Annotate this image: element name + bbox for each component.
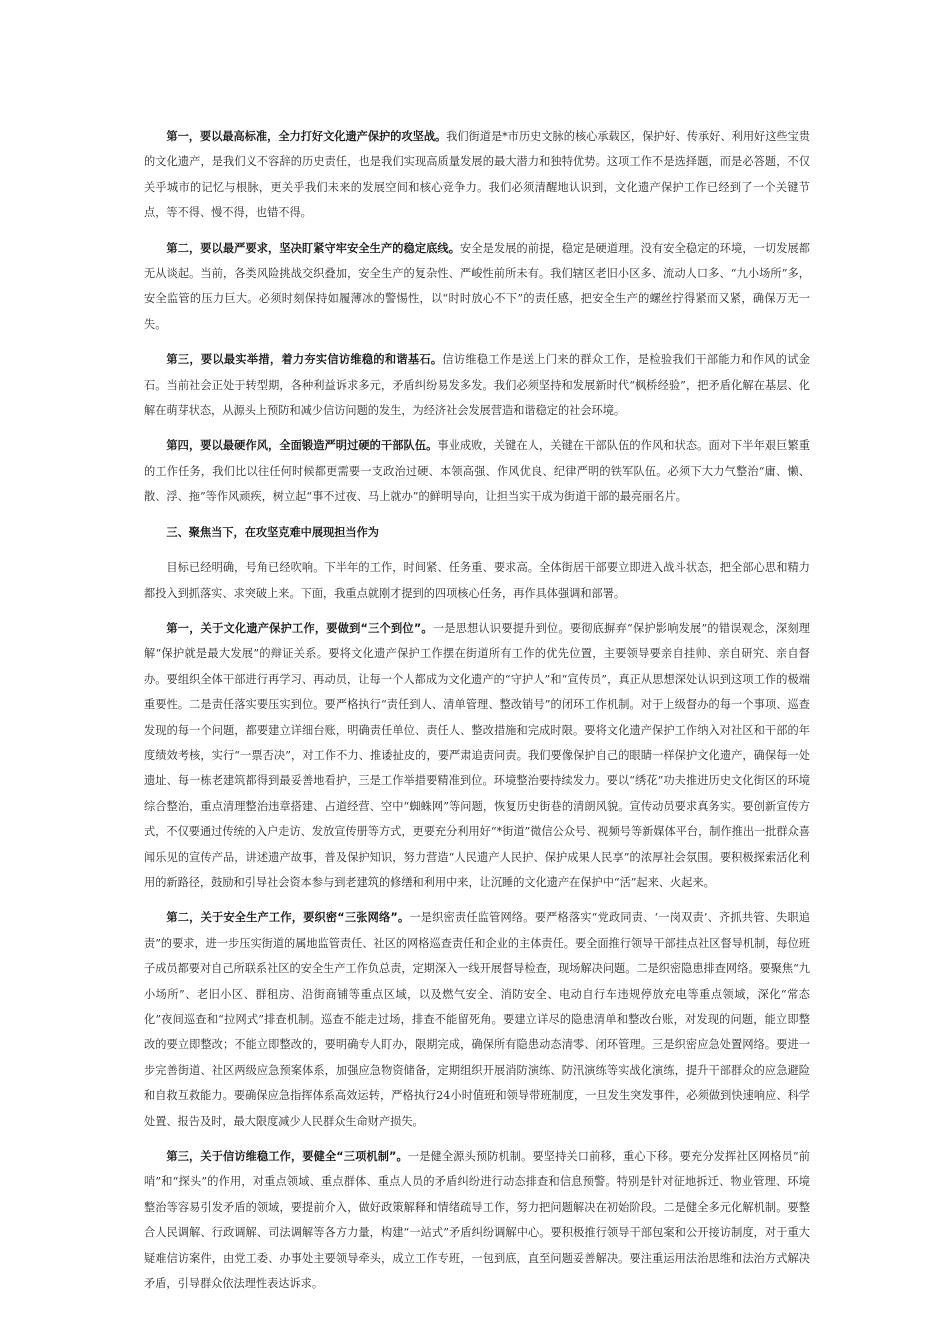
paragraph-lead: 第二，要以最严要求，坚决盯紧守牢安全生产的稳定底线。	[166, 241, 461, 255]
document-body	[144, 124, 810, 1306]
paragraph-4	[144, 433, 810, 509]
task-text: 一是健全源头预防机制。要坚持关口前移，重心下移。要充分发挥社区网格员“前哨”和“探头”的作用，对重点领域、重点群体、重点人员的矛盾纠纷进行动态排查和信息预警。特别是针对征地拆迁、物业管理、环境整治等容易引发矛盾的领域，要提前介入，做好政策解释和情绪疏导工作，努力把问题解决在初始阶段。二是健全多元化解机制。要整合人民调解、行政调解、司法调解等各方力量，构建“一站式”矛盾纠纷调解中心。要积极推行领导干部包案和公开接访制度，对于重大疑难信访案件，由党工委、办事处主要领导牵头，成立工作专班，一包到底，直至问题妥善解决。要注重运用法治思维和法治方式解决矛盾，引导群众依法理性表达诉求。	[144, 1150, 810, 1291]
paragraph-2	[144, 236, 810, 338]
section-heading: 三、聚焦当下，在攻坚克难中展现担当作为	[166, 525, 379, 539]
paragraph-text: 信访维稳工作是送上门来的群众工作，是检验我们干部能力和作风的试金石。当前社会正处于转型期，各种利益诉求多元，矛盾纠纷易发多发。我们必须坚持和发展新时代“枫桥经验”，把矛盾化解在基层、化解在萌芽状态，从源头上预防和减少信访问题的发生，为经济社会发展营造和谐稳定的社会环境。	[144, 353, 810, 418]
paragraph-lead: 第三，要以最实举措，着力夯实信访维稳的和谐基石。	[166, 353, 443, 367]
task-text: 一是织密责任监管网络。要严格落实“党政同责、‘一岗双责’、齐抓共管、失职追责”的要求，进一步压实街道的属地监管责任、社区的网格巡查责任和企业的主体责任。要全面推行领导干部挂点社区督导机制，每位班子成员都要对自己所联系社区的安全生产工作负总责，定期深入一线开展督导检查，现场解决问题。二是织密隐患排查网络。要聚焦“九小场所”、老旧小区、群租房、沿街商铺等重点区域，以及燃气安全、消防安全、电动自行车违规停放充电等重点领域，深化“常态化”夜间巡查和“拉网式”排查机制。巡查不能走过场，排查不能留死角。要建立详尽的隐患清单和整改台账，对发现的问题，能立即整改的要立即整改；不能立即整改的，要明确专人盯办，限期完成，确保所有隐患动态清零、闭环管理。三是织密应急处置网络。要进一步完善街道、社区两级应急预案体系，加强应急物资储备，定期组织开展消防演练、防汛演练等实战化演练，提升干部群众的应急避险和自救互救能力。要确保应急指挥体系高效运转，严格执行24小时值班和领导带班制度，一旦发生突发事件，必须做到快速响应、科学处置、报告及时，最大限度减少人民群众生命财产损失。	[144, 911, 810, 1128]
task-lead: 第一，关于文化遗产保护工作，要做到“三个到位”。	[166, 621, 433, 635]
paragraph-text: 事业成败，关键在人，关键在干部队伍的作风和状态。面对下半年艰巨繁重的工作任务，我们比以往任何时候都更需要一支政治过硬、本领高强、作风优良、纪律严明的铁军队伍。必须下大力气整治“庸、懒、散、浮、拖”等作风顽疾，树立起“事不过夜、马上就办”的鲜明导向，让担当实干成为街道干部的最亮丽名片。	[144, 439, 810, 504]
task-text: 一是思想认识要提升到位。要彻底摒弃“保护影响发展”的错误观念，深刻理解“保护就是最大发展”的辩证关系。要将文化遗产保护工作摆在街道所有工作的优先位置，主要领导要亲自挂帅、亲自研究、亲自督办。要组织全体干部进行再学习、再动员，让每一个人都成为文化遗产的“守护人”和“宣传员”，真正从思想深处认识到这项工作的极端重要性。二是责任落实要压实到位。要严格执行“责任到人、清单管理、整改销号”的闭环工作机制。对于上级督办的每一个事项、巡查发现的每一个问题，都要建立详细台账，明确责任单位、责任人、整改措施和完成时限。要将文化遗产保护工作纳入对社区和干部的年度绩效考核，实行“一票否决”，对工作不力、推诿扯皮的，要严肃追责问责。我们要像保护自己的眼睛一样保护文化遗产，确保每一处遗址、每一栋老建筑都得到最妥善地看护，三是工作举措要精准到位。环境整治要持续发力。要以“绣花”功夫推进历史文化街区的环境综合整治，重点清理整治违章搭建、占道经营、空中“蜘蛛网”等问题，恢复历史街巷的清朗风貌。宣传动员要求真务实。要创新宣传方式，不仅要通过传统的入户走访、发放宣传册等方式，更要充分利用好“*街道”微信公众号、视频号等新媒体平台，制作推出一批群众喜闻乐见的宣传产品，讲述遗产故事，普及保护知识，努力营造“人民遗产人民护、保护成果人民享”的浓厚社会氛围。要积极探索活化利用的新路径，鼓励和引导社会资本参与到老建筑的修缮和利用中来，让沉睡的文化遗产在保护中“活”起来、火起来。	[144, 621, 810, 889]
paragraph-1	[144, 124, 810, 226]
paragraph-3	[144, 347, 810, 423]
paragraph-text: 安全是发展的前提，稳定是硬道理。没有安全稳定的环境，一切发展都无从谈起。当前，各类风险挑战交织叠加，安全生产的复杂性、严峻性前所未有。我们辖区老旧小区多、流动人口多、“九小场所”多，安全监管的压力巨大。必须时刻保持如履薄冰的警惕性，以“时时放心不下”的责任感，把安全生产的螺丝拧得紧而又紧，确保万无一失。	[144, 241, 810, 331]
section-intro: 目标已经明确，号角已经吹响。下半年的工作，时间紧、任务重、要求高。全体街居干部要立即进入战斗状态，把全部心思和精力都投入到抓落实、求突破上来。下面，我重点就刚才提到的四项核心任务，再作具体强调和部署。	[144, 561, 810, 600]
task-2	[144, 905, 810, 1134]
paragraph-text: 我们街道是*市历史文脉的核心承载区，保护好、传承好、利用好这些宝贵的文化遗产，是我们义不容辞的历史责任，也是我们实现高质量发展的最大潜力和独特优势。这项工作不是选择题，而是必答题，不仅关乎城市的记忆与根脉，更关乎我们未来的发展空间和核心竞争力。我们必须清醒地认识到，文化遗产保护工作已经到了一个关键节点，等不得、慢不得，也错不得。	[144, 130, 810, 220]
task-3	[144, 1144, 810, 1296]
paragraph-lead: 第一，要以最高标准，全力打好文化遗产保护的攻坚战。	[166, 130, 447, 143]
paragraph-lead: 第四，要以最硬作风，全面锻造严明过硬的干部队伍。	[166, 439, 438, 453]
task-lead: 第三，关于信访维稳工作，要健全“三项机制”。	[166, 1150, 408, 1164]
task-lead: 第二，关于安全生产工作，要织密“三张网络”。	[166, 911, 410, 925]
task-1	[144, 616, 810, 895]
